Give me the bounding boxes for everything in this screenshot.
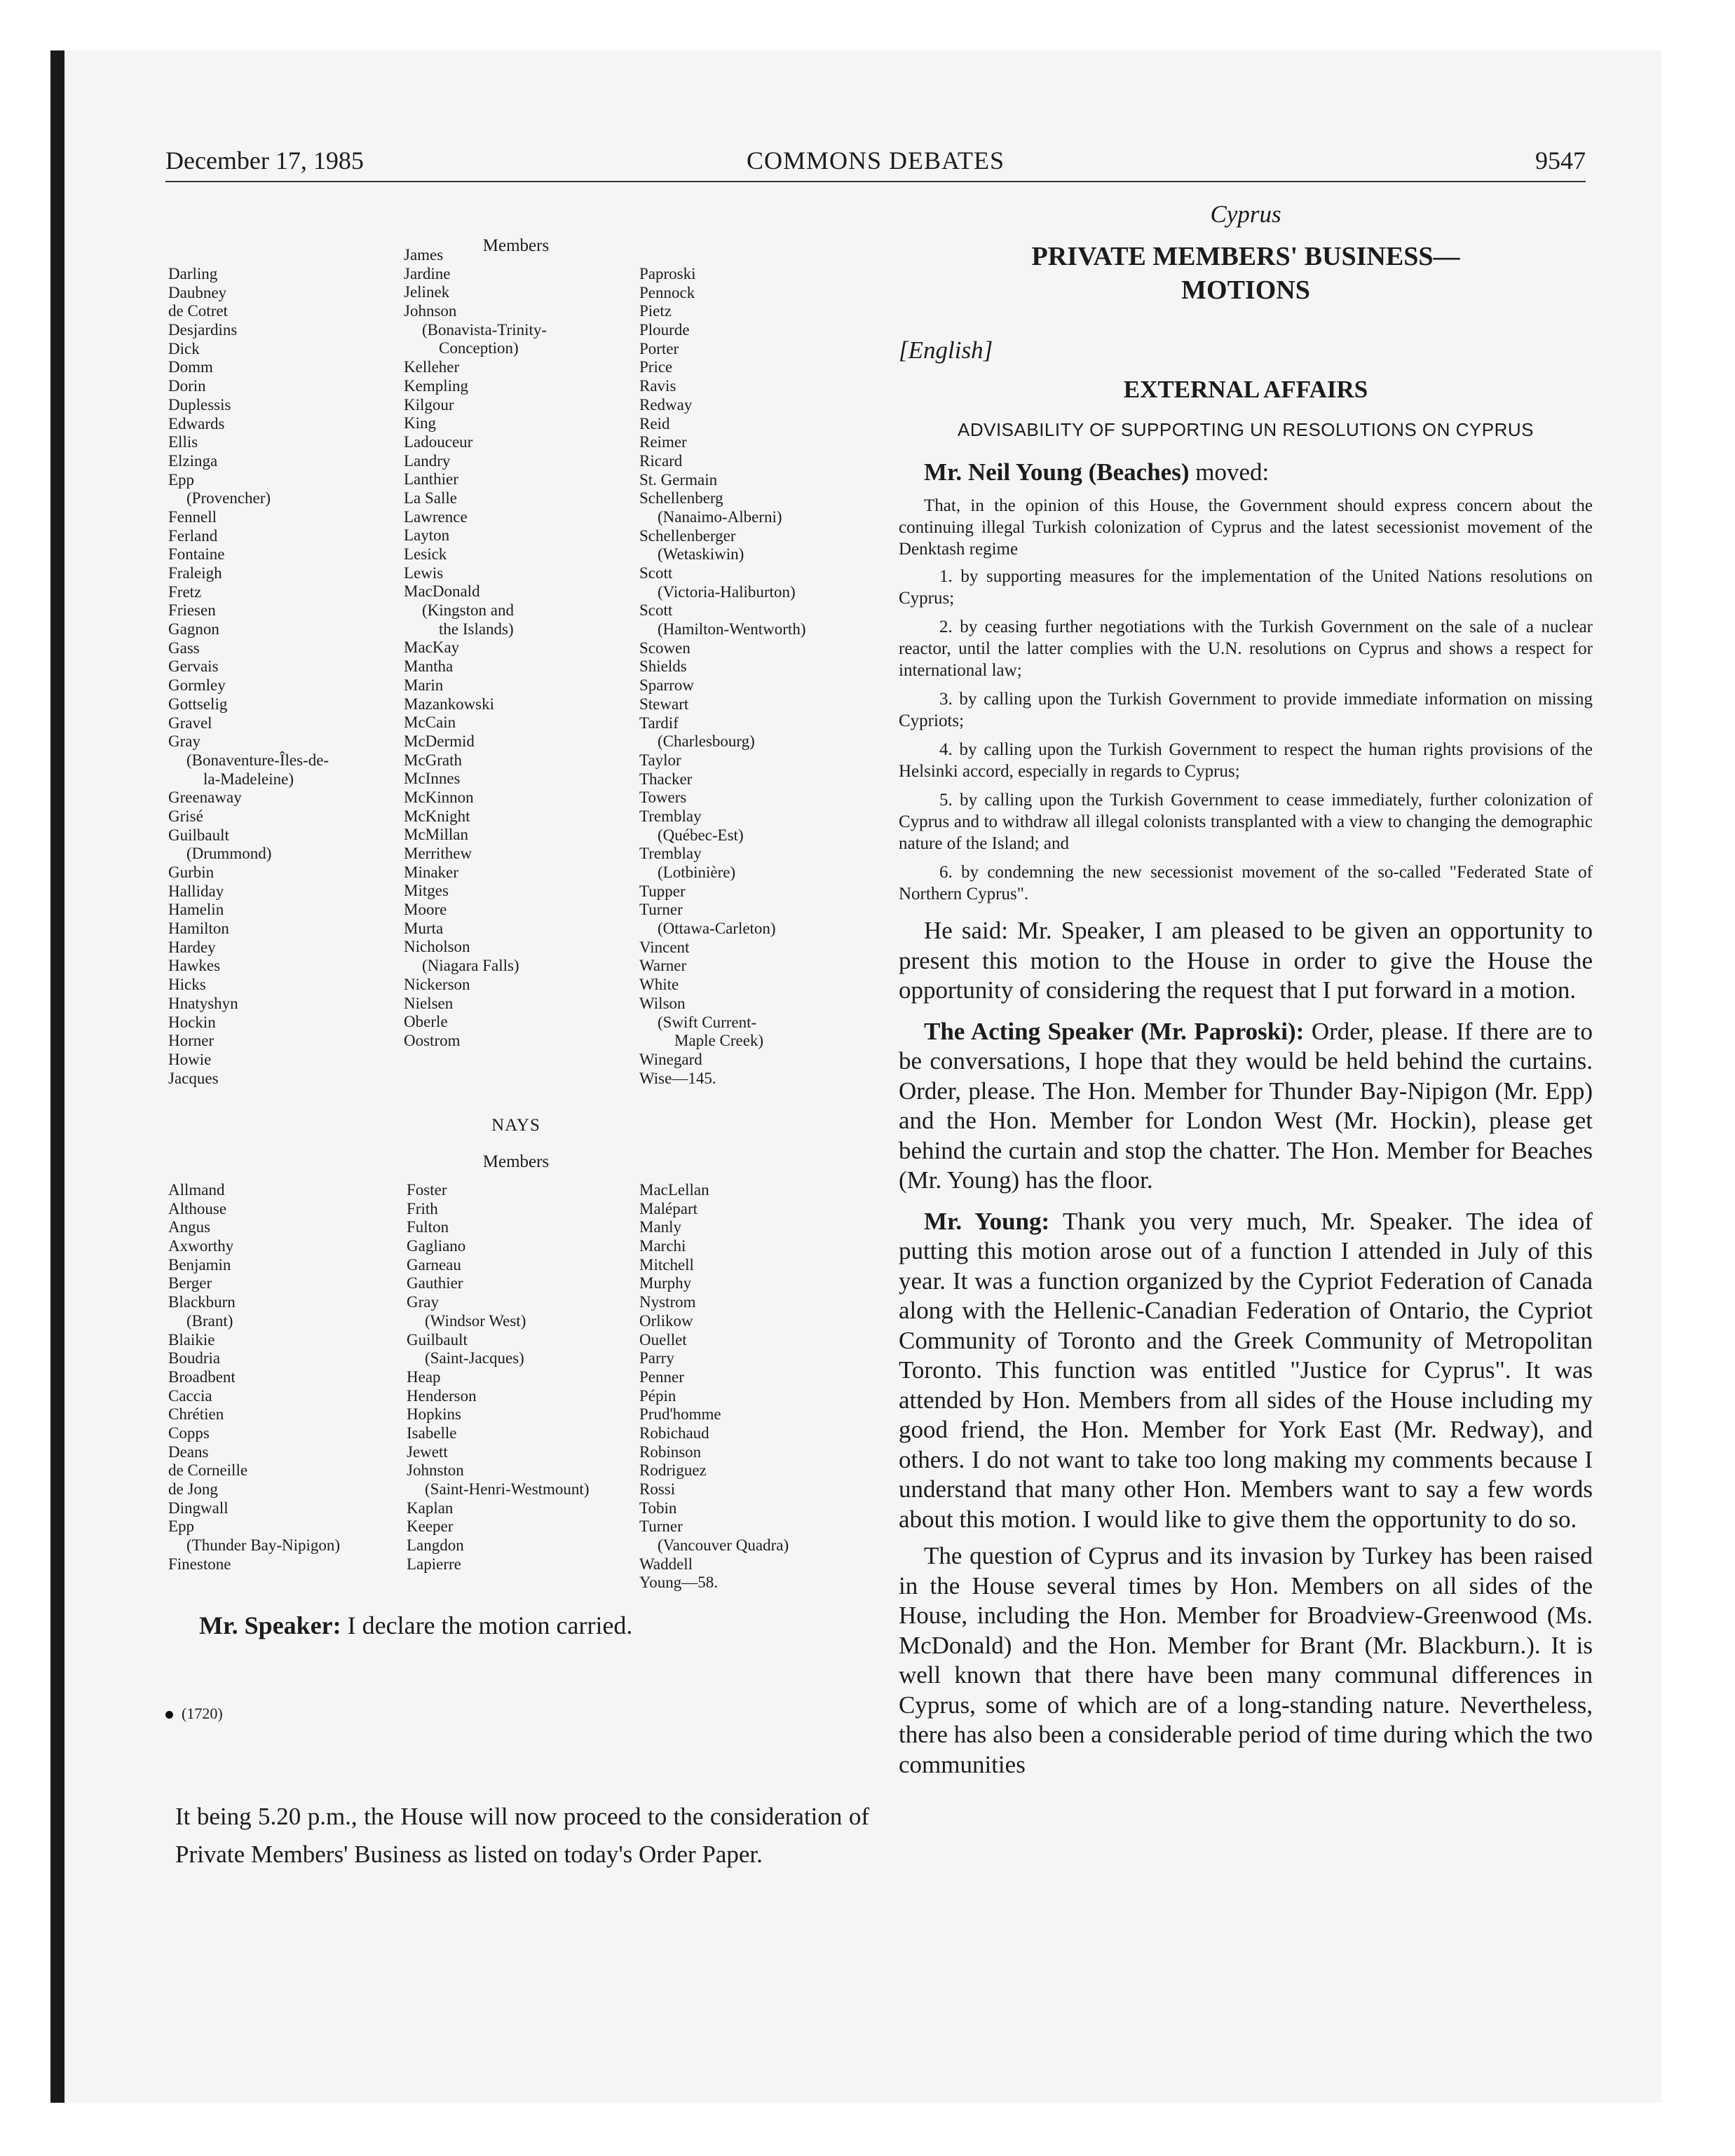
nays-list [165, 1152, 866, 1592]
right-column [899, 200, 1593, 1780]
riding-label: (Québec-Est) [658, 826, 744, 844]
header-date: December 17, 1985 [165, 146, 364, 175]
member-name: Axworthy [168, 1237, 234, 1255]
member-name: Jardine [404, 264, 451, 282]
subheading: ADVISABILITY OF SUPPORTING UN RESOLUTIONS ON CYPRUS [957, 419, 1535, 440]
member-name: Young—58. [639, 1574, 719, 1592]
language-tag: [English] [899, 336, 993, 364]
member-name: Tobin [639, 1499, 677, 1517]
nays-column-1 [168, 1181, 340, 1574]
member-name: Landry [404, 451, 451, 470]
member-name: Pietz [639, 302, 672, 320]
member-name: Johnston [407, 1461, 464, 1480]
member-name: Desjardins [168, 321, 238, 339]
member-name: Hamilton [168, 920, 229, 938]
member-name: Lesick [404, 545, 447, 563]
member-name: Ellis [168, 433, 198, 451]
riding-label: la-Madeleine) [203, 770, 294, 788]
member-name: Fontaine [168, 545, 225, 564]
riding-label: (Charlesbourg) [658, 732, 755, 751]
member-name: Layton [404, 526, 450, 545]
member-name: Turner [639, 1517, 683, 1536]
member-name: Fennell [168, 507, 217, 526]
member-name: Hicks [168, 976, 206, 994]
member-name: Vincent [639, 938, 690, 956]
speaker-label: The Acting Speaker (Mr. Paproski): [924, 1017, 1305, 1045]
member-name: Tardif [639, 714, 679, 732]
member-name: Towers [639, 789, 687, 807]
member-name: Kelleher [404, 358, 460, 376]
member-name: Howie [168, 1050, 212, 1068]
member-name: Dick [168, 339, 200, 357]
riding-label: (Bonaventure-Îles-de- [186, 751, 329, 769]
member-name: Mazankowski [404, 695, 495, 713]
time-marker [165, 1705, 223, 1723]
member-name: King [404, 414, 436, 432]
member-name: Berger [168, 1274, 212, 1292]
member-name: Nielsen [404, 994, 454, 1012]
yeas-column-2 [404, 246, 547, 1051]
riding-label: (Niagara Falls) [422, 957, 519, 975]
speaker-name: Mr. Speaker: [199, 1611, 341, 1639]
section-kicker: Cyprus [1210, 200, 1281, 228]
member-name: Jelinek [404, 283, 450, 301]
motion-item: 2. by ceasing further negotiations with the Turkish Government on the sale of a nuclear reactor, until the latter complies with the U.N. resolutions on Cyprus and shows a respect for international law; [899, 618, 1593, 680]
member-name: McCain [404, 714, 456, 732]
speech-paragraph [899, 1207, 1593, 1535]
member-name: Merrithew [404, 845, 472, 862]
member-name: Benjamin [168, 1255, 231, 1274]
member-name: Tupper [639, 882, 686, 900]
member-name: Elzinga [168, 451, 218, 470]
member-name: Lapierre [407, 1555, 461, 1573]
member-name: Copps [168, 1424, 210, 1442]
member-name: Gray [407, 1293, 439, 1311]
member-name: McGrath [404, 751, 463, 769]
riding-label: (Saint-Henri-Westmount) [425, 1480, 590, 1498]
member-name: Caccia [168, 1386, 212, 1405]
riding-label: (Brant) [186, 1311, 233, 1330]
member-name: Henderson [407, 1386, 477, 1405]
member-name: Ladouceur [404, 432, 473, 451]
riding-label: (Kingston and [422, 601, 514, 620]
member-name: Mantha [404, 657, 454, 676]
member-name: McMillan [404, 826, 468, 844]
member-name: Fulton [407, 1218, 449, 1236]
header-title: COMMONS DEBATES [746, 146, 1005, 175]
member-name: Fretz [168, 582, 202, 601]
member-name: Guilbault [168, 826, 229, 844]
member-name: Ricard [639, 451, 683, 470]
member-name: Deans [168, 1442, 209, 1461]
member-name: Blackburn [168, 1293, 236, 1311]
speech-paragraph: The question of Cyprus and its invasion by Turkey has been raised in the House several times by Hon. Members on all sides of the House, including the Hon. Member for Broadview-Greenwood (Ms. McDonald) and the Hon. Member for Brant (Mr. Blackburn.). It is well known that there have been many communal differences in Cyprus, some of which are of a long-standing nature. Nevertheless, there has also been a considerable period of time during which the two communities [899, 1542, 1593, 1778]
member-name: Robinson [639, 1442, 702, 1461]
riding-label: de Cotret [168, 302, 228, 320]
member-name: Robichaud [639, 1424, 709, 1442]
member-name: Taylor [639, 751, 681, 769]
page-number: 9547 [1535, 146, 1586, 175]
member-name: Kilgour [404, 395, 454, 414]
member-name: Nicholson [404, 938, 470, 956]
member-name: Pennock [639, 283, 695, 301]
riding-label: de Corneille [168, 1461, 248, 1480]
time-marker-text: (1720) [182, 1705, 223, 1722]
speech-paragraph: He said: Mr. Speaker, I am pleased to be given an opportunity to present this motion to the House in order to give the House the opportunity of considering the request that I put forward in a motion. [899, 917, 1593, 1004]
member-name: Foster [407, 1181, 447, 1199]
member-name: Hamelin [168, 901, 224, 919]
running-head [165, 146, 1586, 182]
member-name: Blaikie [168, 1330, 215, 1349]
member-name: Keeper [407, 1517, 454, 1536]
member-name: Plourde [639, 321, 690, 339]
riding-label: (Bonavista-Trinity- [422, 320, 547, 339]
motion-item: 5. by calling upon the Turkish Government to cease immediately, further colonization of Cyprus and to withdraw all illegal colonists transplanted with a view to changing the demographic nature of the Island; and [899, 791, 1593, 853]
riding-label: (Provencher) [186, 489, 271, 507]
member-name: McKnight [404, 807, 470, 825]
speech-text: Order, please. If there are to be conversations, I hope that they would be held behind the curtains. Order, please. The Hon. Member for Thunder Bay-Nipigon (Mr. Epp) and the Hon. Member for London West (Mr. Hockin), please get behind the curtain and stop the chatter. The Hon. Member for Beaches (Mr. Young) has the floor. [899, 1017, 1593, 1194]
nays-column-3 [639, 1181, 789, 1592]
member-name: Orlikow [639, 1311, 693, 1330]
member-name: Maple Creek) [674, 1032, 764, 1050]
member-name: Langdon [407, 1536, 464, 1555]
member-name: Ouellet [639, 1330, 687, 1349]
member-name: Fraleigh [168, 564, 222, 582]
member-name: Reid [639, 414, 670, 432]
member-name: La Salle [404, 489, 457, 507]
motion-item: 4. by calling upon the Turkish Government to respect the human rights provisions of the Helsinki accord, especially in regards to Cyprus; [899, 740, 1593, 781]
member-name: Horner [168, 1032, 215, 1050]
member-name: Edwards [168, 414, 225, 432]
member-name: Gass [168, 639, 200, 657]
member-name: Frith [407, 1199, 438, 1217]
member-name: Isabelle [407, 1424, 457, 1442]
member-name: Gagliano [407, 1237, 466, 1255]
riding-label: the Islands) [439, 620, 514, 638]
riding-label: (Thunder Bay-Nipigon) [186, 1536, 341, 1555]
member-name: MacLellan [639, 1181, 709, 1199]
member-name: Kempling [404, 376, 468, 395]
nays-title: NAYS [491, 1116, 540, 1135]
member-name: Wise—145. [639, 1069, 716, 1087]
speech-paragraph [899, 1017, 1593, 1196]
member-name: Reimer [639, 433, 687, 451]
member-name: Gervais [168, 657, 219, 676]
member-name: Johnson [404, 302, 457, 320]
member-name: Duplessis [168, 395, 231, 414]
member-name: Waddell [639, 1555, 693, 1573]
member-name: Nystrom [639, 1293, 696, 1311]
member-name: Lewis [404, 564, 444, 582]
yeas-list [165, 237, 866, 1092]
member-name: Marin [404, 676, 444, 694]
member-name: James [404, 246, 444, 264]
mover-line [899, 458, 1593, 495]
member-name: Oostrom [404, 1031, 461, 1049]
riding-label: (Saint-Jacques) [425, 1349, 524, 1367]
member-name: Kaplan [407, 1499, 454, 1517]
member-name: Paproski [639, 265, 696, 282]
member-name: Daubney [168, 283, 227, 301]
member-name: Althouse [168, 1199, 227, 1217]
member-name: Broadbent [168, 1367, 236, 1386]
member-name: Prud'homme [639, 1405, 721, 1424]
member-name: Rodriguez [639, 1461, 707, 1480]
member-name: Rossi [639, 1480, 676, 1498]
member-name: Pépin [639, 1386, 676, 1405]
member-name: Minaker [404, 863, 458, 881]
member-name: Gauthier [407, 1274, 463, 1292]
yeas-column-1 [168, 265, 329, 1088]
closing-paragraph: It being 5.20 p.m., the House will now proceed to the consideration of Private Members' Business as listed on today's Order Paper. [175, 1803, 869, 1868]
section-title-line-2: MOTIONS [1181, 275, 1310, 305]
motion-item: 6. by condemning the new secessionist movement of the so-called "Federated State of Northern Cyprus". [899, 863, 1593, 903]
member-name: Moore [404, 901, 447, 919]
section-title [899, 240, 1593, 307]
motion-item: 3. by calling upon the Turkish Government to provide immediate information on missing Cypriots; [899, 690, 1593, 730]
speaker-text: I declare the motion carried. [341, 1611, 633, 1639]
member-name: Porter [639, 339, 679, 357]
member-name: Greenaway [168, 789, 242, 807]
riding-label: (Hamilton-Wentworth) [658, 620, 806, 639]
riding-label: (Lotbinière) [658, 864, 736, 881]
riding-label: (Victoria-Haliburton) [658, 582, 796, 601]
bullet-icon [165, 1711, 173, 1719]
member-name: Parry [639, 1349, 674, 1367]
member-name: Boudria [168, 1349, 221, 1367]
member-name: Schellenberg [639, 489, 723, 507]
member-name: Garneau [407, 1255, 461, 1274]
member-name: Wilson [639, 994, 686, 1012]
mover-name: Mr. Neil Young (Beaches) [924, 458, 1190, 486]
section-title-line-1: PRIVATE MEMBERS' BUSINESS— [1031, 242, 1460, 271]
riding-label: (Ottawa-Carleton) [658, 920, 776, 938]
member-name: Halliday [168, 882, 224, 900]
member-name: Hnatyshyn [168, 994, 238, 1012]
nays-column-2 [407, 1181, 589, 1574]
motion-intro: That, in the opinion of this House, the Government should express concern about the continuing illegal Turkish colonization of Cyprus and the latest secessionist movement of the Denktash regime [899, 496, 1593, 559]
mover-verb: moved: [1189, 458, 1270, 486]
riding-label: (Vancouver Quadra) [658, 1536, 789, 1555]
member-name: Marchi [639, 1237, 686, 1255]
member-name: Heap [407, 1367, 441, 1386]
member-name: Tremblay [639, 807, 702, 825]
member-name: Winegard [639, 1050, 702, 1068]
member-name: Malépart [639, 1199, 698, 1217]
member-name: Oberle [404, 1013, 448, 1031]
speaker-statement [199, 1611, 632, 1640]
member-name: Turner [639, 901, 683, 919]
member-name: Murta [404, 919, 444, 937]
member-name: Hockin [168, 1013, 216, 1031]
members-heading: Members [482, 1152, 550, 1171]
member-name: McKinnon [404, 788, 474, 806]
member-name: Gormley [168, 676, 226, 695]
member-name: Redway [639, 395, 693, 414]
riding-label: de Jong [168, 1480, 218, 1498]
member-name: MacKay [404, 639, 460, 657]
member-name: Friesen [168, 601, 216, 620]
member-name: Gagnon [168, 620, 219, 639]
member-name: Warner [639, 957, 687, 975]
member-name: Grisé [168, 807, 203, 825]
member-name: Angus [168, 1218, 211, 1236]
member-name: Epp [168, 1517, 195, 1536]
member-name: Dorin [168, 377, 206, 395]
riding-label: (Nanaimo-Alberni) [658, 507, 782, 526]
member-name: St. Germain [639, 470, 718, 489]
member-name: Scott [639, 601, 673, 620]
member-name: Ravis [639, 377, 676, 395]
member-name: Gurbin [168, 864, 215, 881]
member-name: White [639, 976, 679, 994]
member-name: Hardey [168, 938, 216, 956]
member-name: Ferland [168, 526, 218, 545]
member-name: Allmand [168, 1181, 225, 1199]
member-name: Mitchell [639, 1255, 694, 1274]
member-name: Murphy [639, 1274, 692, 1292]
riding-label: (Windsor West) [425, 1311, 526, 1330]
member-name: MacDonald [404, 582, 480, 601]
member-name: Nickerson [404, 975, 470, 993]
riding-label: (Drummond) [186, 845, 272, 863]
member-name: Darling [168, 265, 218, 282]
member-name: Dingwall [168, 1499, 229, 1517]
member-name: Stewart [639, 695, 689, 713]
member-name: Penner [639, 1367, 684, 1386]
member-name: Domm [168, 358, 213, 376]
member-name: Gravel [168, 714, 212, 732]
member-name: Thacker [639, 770, 693, 788]
member-name: McDermid [404, 732, 475, 750]
member-name: Guilbault [407, 1330, 468, 1349]
member-name: Tremblay [639, 845, 702, 863]
member-name: Scott [639, 564, 673, 582]
member-name: Conception) [439, 339, 519, 357]
member-name: Manly [639, 1218, 682, 1236]
member-name: McInnes [404, 770, 461, 788]
member-name: Scowen [639, 639, 690, 657]
subject-heading: EXTERNAL AFFAIRS [1123, 376, 1368, 403]
member-name: Mitges [404, 882, 449, 900]
member-name: Sparrow [639, 676, 694, 695]
member-name: Gray [168, 732, 200, 751]
member-name: Chrétien [168, 1405, 224, 1424]
riding-label: (Swift Current- [658, 1013, 757, 1031]
member-name: Lawrence [404, 507, 468, 526]
members-heading: Members [482, 236, 550, 255]
member-name: Jacques [168, 1069, 219, 1087]
member-name: Shields [639, 657, 687, 676]
riding-label: (Wetaskiwin) [658, 545, 744, 564]
member-name: Gottselig [168, 695, 228, 713]
speech-text: Thank you very much, Mr. Speaker. The idea of putting this motion arose out of a function I attended in July of this year. It was a function organized by the Cypriot Federation of Canada along with the Hellenic-Canadian Federation of Ontario, the Cypriot Community of Toronto and the Greek Community of Metropolitan Toronto. This function was entitled "Justice for Cyprus". It was attended by Hon. Members from all sides of the House including my good friend, the Hon. Member for York East (Mr. Redway), and others. I do not want to take too long making my comments because I understand that many other Hon. Members want to say a few words about this motion. I would like to give them the opportunity to do so. [899, 1207, 1593, 1533]
member-name: Epp [168, 470, 195, 489]
member-name: Hopkins [407, 1405, 461, 1424]
member-name: Jewett [407, 1442, 448, 1461]
member-name: Finestone [168, 1555, 231, 1573]
member-name: Lanthier [404, 470, 458, 489]
member-name: Hawkes [168, 957, 221, 975]
speaker-label: Mr. Young: [924, 1207, 1050, 1235]
member-name: Price [639, 358, 673, 376]
motion-item: 1. by supporting measures for the implementation of the United Nations resolutions on Cyprus; [899, 567, 1593, 608]
yeas-column-3 [639, 265, 805, 1088]
member-name: Schellenberger [639, 526, 736, 545]
